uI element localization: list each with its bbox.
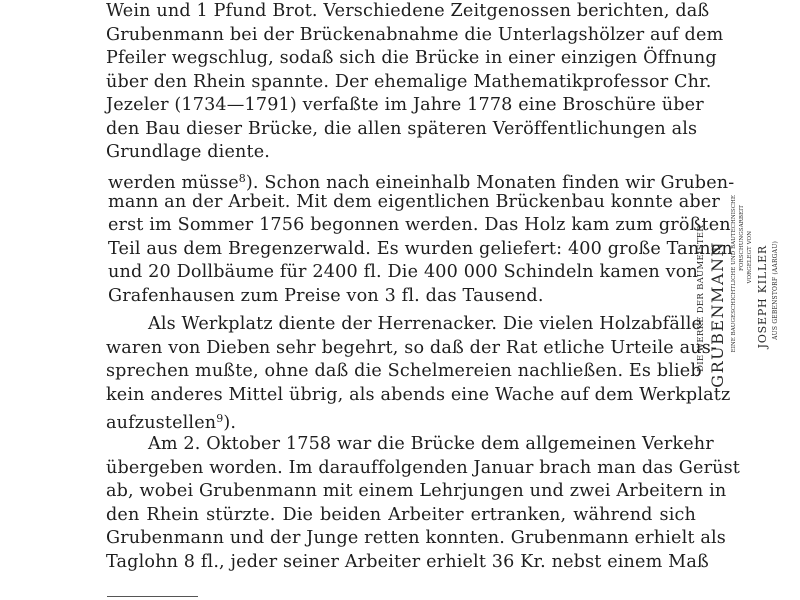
paragraph-1 bbox=[106, 0, 724, 165]
text-line: den Bau dieser Brücke, die allen späteren Veröffentlichungen als bbox=[106, 118, 698, 139]
text-line: kein anderes Mittel übrig, als abends eine Wache auf dem Werkplatz bbox=[106, 384, 731, 405]
text-line bbox=[108, 167, 735, 193]
spine-presented-by: VORGELEGT VON bbox=[747, 231, 753, 284]
spine-title: GRUBENMANN bbox=[708, 241, 727, 388]
text-line: übergeben worden. Im darauffolgenden Januar brach man das Gerüst bbox=[106, 457, 741, 478]
text-line: Jezeler (1734—1791) verfaßte im Jahre 1778 eine Broschüre über bbox=[106, 95, 704, 115]
book-spine-label bbox=[696, 195, 792, 395]
text-fragment: werden müsse bbox=[108, 173, 239, 193]
margin-column bbox=[696, 0, 796, 600]
text-fragment: aufzustellen bbox=[106, 413, 217, 433]
text-line: Grubenmann und der Junge retten konnten. Grubenmann erhielt als bbox=[106, 528, 726, 548]
text-line: Pfeiler wegschlug, sodaß sich die Brücke in einer einzigen Öffnung bbox=[106, 48, 717, 68]
text-line: und 20 Dollbäume für 2400 fl. Die 400 000 Schindeln kamen von bbox=[108, 262, 698, 282]
text-line: waren von Dieben sehr begehrt, so daß der Rat etliche Urteile aus- bbox=[106, 337, 717, 358]
text-line: erst im Sommer 1756 begonnen werden. Das Holz kam zum größten bbox=[108, 215, 731, 235]
footnote-divider bbox=[107, 596, 198, 597]
text-line: über den Rhein spannte. Der ehemalige Mathematikprofessor Chr. bbox=[106, 71, 712, 92]
text-line: Grubenmann bei der Brückenabnahme die Unterlagshölzer auf dem bbox=[106, 24, 724, 45]
spine-place: AUS GEBENSTORF (AARGAU) bbox=[772, 241, 779, 340]
text-line: sprechen mußte, ohne daß die Schelmereien nachließen. Es blieb bbox=[106, 361, 702, 381]
paragraph-4 bbox=[106, 433, 741, 574]
footnote-ref-9[interactable]: 9 bbox=[216, 412, 224, 425]
spine-subtitle-1: EINE BAUGESCHICHTLICHE UND BAUTECHNISCHE bbox=[731, 195, 737, 353]
footnote-ref-8[interactable]: 8 bbox=[238, 172, 246, 185]
text-line: mann an der Arbeit. Mit dem eigentlichen Brückenbau konnte aber bbox=[108, 191, 720, 212]
text-line: Teil aus dem Bregenzerwald. Es wurden geliefert: 400 große Tannen bbox=[108, 238, 733, 259]
text-line: den Rhein stürzte. Die beiden Arbeiter ertranken, während sich bbox=[106, 504, 696, 525]
text-line: Grafenhausen zum Preise von 3 fl. das Tausend. bbox=[108, 285, 544, 306]
spine-subtitle-2: FORSCHUNGSARBEIT bbox=[739, 205, 745, 271]
text-line: ab, wobei Grubenmann mit einem Lehrjungen und zwei Arbeitern in bbox=[106, 481, 727, 501]
spine-author: JOSEPH KILLER bbox=[756, 245, 769, 349]
text-line: Am 2. Oktober 1758 war die Brücke dem allgemeinen Verkehr bbox=[148, 434, 714, 454]
text-line: Taglohn 8 fl., jeder seiner Arbeiter erhielt 36 Kr. nebst einem Maß bbox=[106, 551, 709, 572]
text-fragment: ). Schon nach eineinhalb Monaten finden wir Gruben- bbox=[245, 173, 735, 193]
text-line: Als Werkplatz diente der Herrenacker. Die vielen Holzabfälle bbox=[148, 314, 703, 334]
text-line bbox=[106, 407, 696, 431]
text-line: Grundlage diente. bbox=[106, 142, 271, 162]
spine-series: DIE WERKE DER BAUMEISTER bbox=[696, 225, 706, 372]
text-line: Wein und 1 Pfund Brot. Verschiedene Zeitgenossen berichten, daß bbox=[106, 1, 710, 21]
text-fragment: ). bbox=[223, 413, 237, 433]
